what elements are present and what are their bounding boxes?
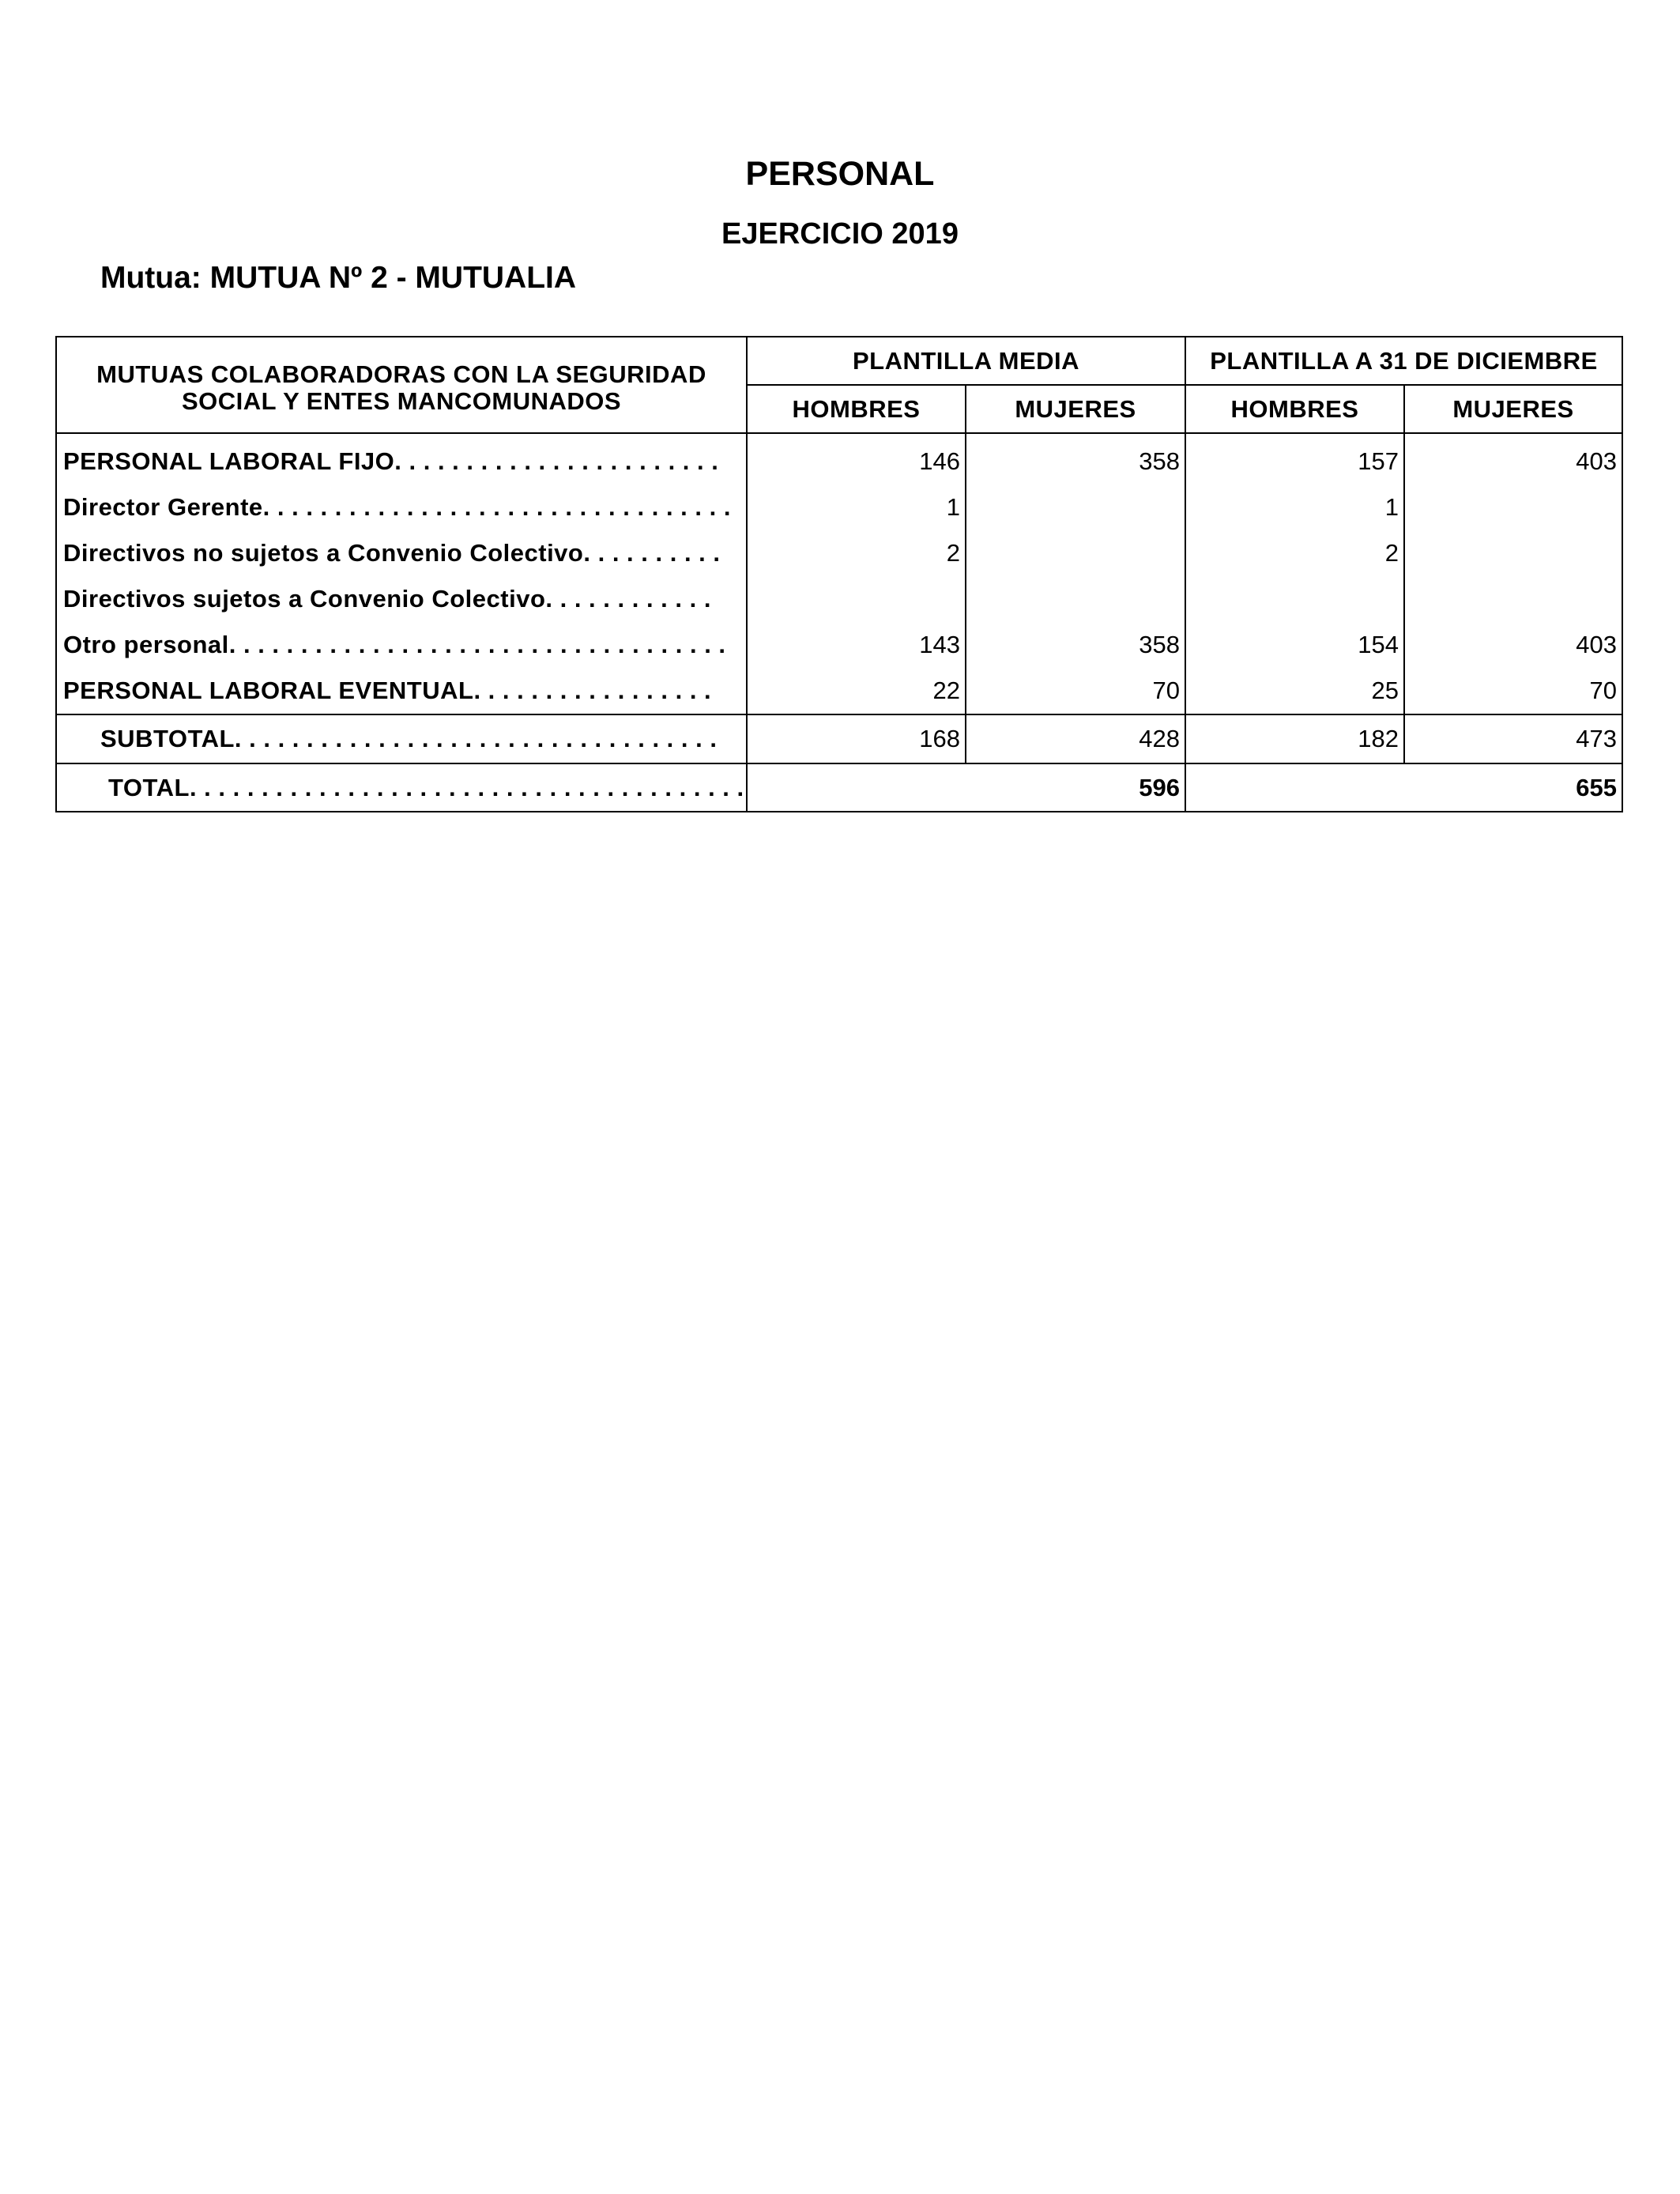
table-main-header: MUTUAS COLABORADORAS CON LA SEGURIDAD SOCIAL Y ENTES MANCOMUNADOS	[56, 337, 747, 433]
cell-value	[966, 576, 1185, 622]
subtotal-value: 182	[1185, 714, 1404, 763]
column-header-hombres-diciembre: HOMBRES	[1185, 385, 1404, 433]
total-label: TOTAL. . . . . . . . . . . . . . . . . . . . . . . . . . . . . . . . . . . . . . .	[56, 763, 747, 812]
cell-value: 70	[1404, 668, 1622, 714]
cell-value: 358	[966, 433, 1185, 484]
total-plantilla-diciembre: 655	[1185, 763, 1622, 812]
column-header-mujeres-media: MUJERES	[966, 385, 1185, 433]
entity-name: Mutua: MUTUA Nº 2 - MUTUALIA	[100, 261, 577, 295]
row-label: PERSONAL LABORAL FIJO. . . . . . . . . . . . . . . . . . . . . . .	[56, 433, 747, 484]
plantilla-media-header: PLANTILLA MEDIA	[747, 337, 1185, 385]
plantilla-diciembre-header: PLANTILLA A 31 DE DICIEMBRE	[1185, 337, 1622, 385]
cell-value	[1404, 576, 1622, 622]
total-plantilla-media: 596	[747, 763, 1185, 812]
table-row	[56, 622, 1622, 668]
total-row	[56, 763, 1622, 812]
cell-value: 22	[747, 668, 966, 714]
cell-value: 2	[1185, 530, 1404, 576]
cell-value: 1	[747, 484, 966, 530]
cell-value: 2	[747, 530, 966, 576]
cell-value	[966, 530, 1185, 576]
cell-value	[1404, 484, 1622, 530]
cell-value: 403	[1404, 433, 1622, 484]
cell-value	[747, 576, 966, 622]
cell-value: 358	[966, 622, 1185, 668]
table-row	[56, 668, 1622, 714]
subtotal-value: 473	[1404, 714, 1622, 763]
cell-value: 25	[1185, 668, 1404, 714]
cell-value: 403	[1404, 622, 1622, 668]
cell-value	[1404, 530, 1622, 576]
table-row	[56, 484, 1622, 530]
row-label: Directivos no sujetos a Convenio Colectivo. . . . . . . . . .	[56, 530, 747, 576]
cell-value: 157	[1185, 433, 1404, 484]
row-label: Directivos sujetos a Convenio Colectivo. . . . . . . . . . . .	[56, 576, 747, 622]
cell-value	[1185, 576, 1404, 622]
table-row	[56, 576, 1622, 622]
row-label: PERSONAL LABORAL EVENTUAL. . . . . . . . . . . . . . . . .	[56, 668, 747, 714]
cell-value: 1	[1185, 484, 1404, 530]
page-title: PERSONAL	[745, 155, 935, 193]
cell-value: 146	[747, 433, 966, 484]
table-row	[56, 433, 1622, 484]
subtotal-value: 428	[966, 714, 1185, 763]
table-row	[56, 530, 1622, 576]
subtotal-row	[56, 714, 1622, 763]
page-subtitle: EJERCICIO 2019	[721, 217, 959, 251]
cell-value: 154	[1185, 622, 1404, 668]
row-label: Otro personal. . . . . . . . . . . . . . . . . . . . . . . . . . . . . . . . . . .	[56, 622, 747, 668]
cell-value: 70	[966, 668, 1185, 714]
column-header-mujeres-diciembre: MUJERES	[1404, 385, 1622, 433]
cell-value	[966, 484, 1185, 530]
cell-value: 143	[747, 622, 966, 668]
personnel-table	[55, 336, 1623, 812]
subtotal-value: 168	[747, 714, 966, 763]
subtotal-label: SUBTOTAL. . . . . . . . . . . . . . . . . . . . . . . . . . . . . . . . . .	[56, 714, 747, 763]
column-header-hombres-media: HOMBRES	[747, 385, 966, 433]
row-label: Director Gerente. . . . . . . . . . . . . . . . . . . . . . . . . . . . . . . . .	[56, 484, 747, 530]
